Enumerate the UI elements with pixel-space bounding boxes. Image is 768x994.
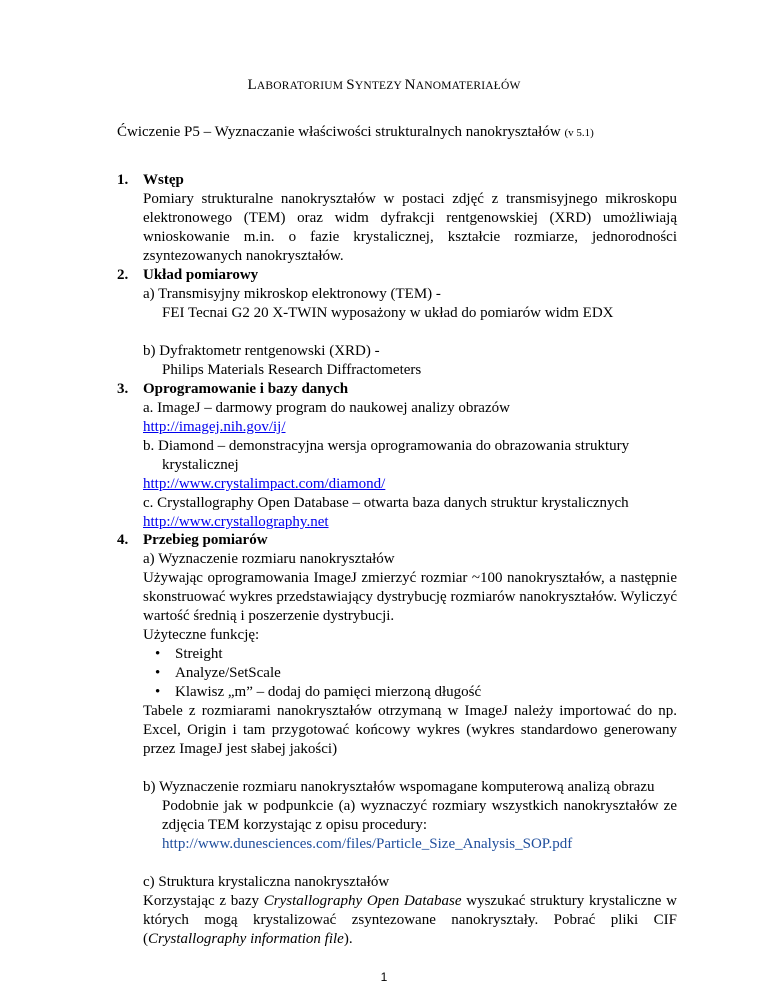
- italic-run: Crystallography information file: [148, 931, 344, 947]
- text-run: Korzystając z bazy: [143, 893, 264, 909]
- imagej-link[interactable]: http://imagej.nih.gov/ij/: [143, 419, 286, 435]
- procedure-b-title: b) Wyznaczenie rozmiaru nanokryształów wspomagane komputerową analizą obrazu: [143, 779, 655, 795]
- title-part: YNTEZY: [354, 80, 405, 92]
- software-item-c: c. Crystallography Open Database – otwarta baza danych struktur krystalicznych: [143, 495, 629, 511]
- list-item: • Analyze/SetScale: [117, 664, 677, 683]
- section-software: [117, 380, 677, 532]
- title-part: N: [404, 77, 416, 93]
- procedure-c-body: [117, 892, 677, 949]
- subtitle-text: Ćwiczenie P5 – Wyznaczanie właściwości strukturalnych nanokryształów: [117, 124, 561, 140]
- title-part: L: [247, 77, 257, 93]
- useful-functions-list: [117, 645, 677, 702]
- procedure-a-body: Używając oprogramowania ImageJ zmierzyć rozmiar ~100 nanokryształów, a następnie skonstruować wykres przedstawiający dystrybucję rozmiarów nanokryształów. Wyliczyć wartość średnią i poszerzenie dystrybucji.: [143, 570, 677, 624]
- section-heading: [117, 171, 677, 190]
- exercise-subtitle: [117, 123, 594, 143]
- section-heading: [117, 380, 677, 399]
- section-heading: [117, 266, 677, 285]
- section-setup: [117, 266, 677, 380]
- page-number: 1: [380, 970, 388, 984]
- procedure-c-title: c) Struktura krystaliczna nanokryształów: [143, 874, 390, 890]
- setup-item-a-detail: FEI Tecnai G2 20 X-TWIN wyposażony w układ do pomiarów widm EDX: [162, 305, 614, 321]
- procedure-a-title: a) Wyznaczenie rozmiaru nanokryształów: [143, 551, 395, 567]
- section-title: Oprogramowanie i bazy danych: [143, 381, 349, 397]
- software-item-b-cont: krystalicznej: [162, 457, 239, 473]
- setup-item-a: a) Transmisyjny mikroskop elektronowy (TEM) -: [143, 286, 441, 302]
- section-heading: [117, 531, 677, 550]
- title-part: S: [346, 77, 355, 93]
- cod-link[interactable]: http://www.crystallography.net: [143, 514, 329, 530]
- italic-run: Crystallography Open Database: [263, 893, 462, 909]
- version-label: (v 5.1): [564, 127, 594, 139]
- list-item: • Klawisz „m” – dodaj do pamięci mierzoną długość: [117, 683, 677, 702]
- useful-functions-label: Użyteczne funkcję:: [143, 627, 260, 643]
- section-procedure: [117, 531, 677, 949]
- title-part: ABORATORIUM: [256, 80, 347, 92]
- section-title: Układ pomiarowy: [143, 267, 259, 283]
- sop-link[interactable]: http://www.dunesciences.com/files/Particle_Size_Analysis_SOP.pdf: [162, 836, 573, 852]
- section-body: Pomiary strukturalne nanokryształów w postaci zdjęć z transmisyjnego mikroskopu elektronowego (TEM) oraz widm dyfrakcji rentgenowskiej (XRD) umożliwiają wnioskowanie m.in. o fazie krystalicznej, kształcie rozmiarze, jednorodności zsyntezowanych nanokryształów.: [143, 191, 677, 264]
- section-number: 1.: [117, 172, 129, 188]
- setup-item-b-detail: Philips Materials Research Diffractometers: [162, 362, 422, 378]
- diamond-link[interactable]: http://www.crystalimpact.com/diamond/: [143, 476, 386, 492]
- section-title: Przebieg pomiarów: [143, 532, 268, 548]
- software-item-b: b. Diamond – demonstracyjna wersja oprogramowania do obrazowania struktury: [143, 438, 630, 454]
- title-part: ANOMATERIAŁÓW: [415, 80, 521, 92]
- section-number: 3.: [117, 381, 129, 397]
- procedure-a-body2: Tabele z rozmiarami nanokryształów otrzymaną w ImageJ należy importować do np. Excel, Origin i tam przygotować końcowy wykres (wykres standardowo generowany przez ImageJ jest słabej jakości): [143, 703, 677, 757]
- list-item: • Streight: [117, 645, 677, 664]
- procedure-b-body: Podobnie jak w podpunkcie (a) wyznaczyć rozmiary wszystkich nanokryształów ze zdjęcia TEM korzystając z opisu procedury:: [162, 798, 677, 833]
- section-number: 4.: [117, 532, 129, 548]
- text-run: wyszukać struktury krystaliczne w których mogą krystalizować zsyntezowane nanokryształy. Pobrać pliki CIF (: [143, 893, 678, 947]
- section-number: 2.: [117, 267, 129, 283]
- setup-item-b: b) Dyfraktometr rentgenowski (XRD) -: [143, 343, 380, 359]
- section-title: Wstęp: [143, 172, 184, 188]
- text-run: ).: [343, 931, 353, 947]
- section-introduction: [117, 171, 677, 266]
- page-title: [0, 76, 768, 96]
- software-item-a: a. ImageJ – darmowy program do naukowej analizy obrazów: [143, 400, 510, 416]
